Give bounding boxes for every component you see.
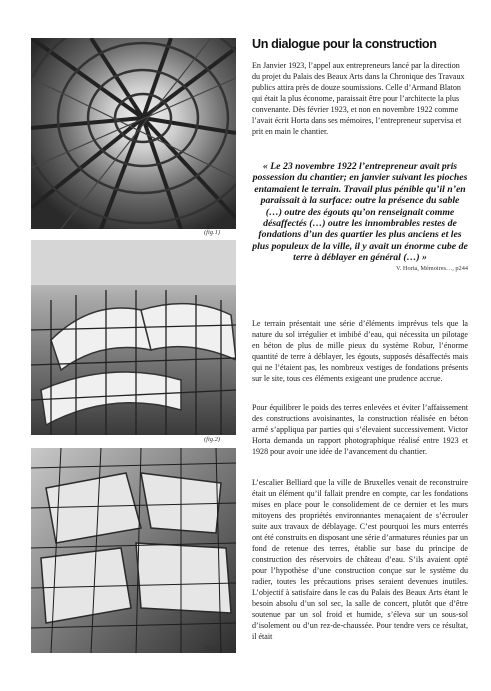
figure-caption: (fig.2)	[204, 436, 221, 443]
figure-caption: (fig.3)	[204, 645, 221, 652]
photo-reinforcement-grid	[31, 448, 236, 653]
body-paragraph: Pour équilibrer le poids des terres enlevées et éviter l’affaissement des constructions avoisinantes, la construction réalisée en béton armé s’appliqua par parties qui s’élevaient successivement. Victor Horta demanda un rapport photographique réalisé entre 1923 et 1928 pour avoir une idée de l’avancement du chantier.	[252, 403, 468, 456]
body-paragraph: L’escalier Belliard que la ville de Bruxelles venait de reconstruire était un élément qu’il fallait prendre en compte, car les fondations mises en place pour le consolidement de ce dernier et les murs mitoyens des propriétés environnantes menaçaient de s’écrouler suite aux travaux de déblayage. C’est pourquoi les murs enterrés ont été construits en disposant une série d’armatures réunies par un fond de retenue des terres, établie sur base du principe de construction des réservoirs de château d’eau. S’ils avaient opté pour l’hypothèse d’une construction conçue sur le système du radier, toutes les précautions prises seraient devenues inutiles. L’objectif à satisfaire dans le cas du Palais des Beaux Arts étant le besoin absolu d’un sol sec, la salle de concert, plutôt que d’être soutenue par un sol froid et humide, s’éleva sur un sous-sol d’isolement ou d’un rez-de-chaussée. Pour tendre vers ce résultat, il était	[252, 478, 468, 641]
quote-text: « Le 23 novembre 1922 l’entrepreneur avait pris possession du chantier; en janvier suivant les pioches entamaient le terrain. Travail plus pénible qu’il n’en paraissait à la surface: outre la présence du sable (…) outre des égouts qu’on renseignait comme désaffectés (…) outre les innombrables restes de fondations d’un des quartier les plus anciens et les plus populeux de la ville, il y avait un énorme cube de terre à déblayer en général (…) »	[252, 161, 468, 264]
body-paragraph: Le terrain présentait une série d’éléments imprévus tels que la nature du sol irrégulier et imbibé d’eau, qui nécessita un pilotage en béton de plus de mille pieux du système Robur, l’énorme quantité de terre à déblayer, les égouts, supposés désaffectés mais qui ne l’étaient pas, les nombreux vestiges de fondations présents sur le site, tous ces éléments exigeant une prudence accrue.	[252, 319, 468, 383]
photo-dome-scaffolding	[31, 38, 236, 229]
section-title: Un dialogue pour la construction	[252, 37, 437, 51]
figure-caption: (fig.1)	[204, 229, 221, 236]
horta-quote	[252, 161, 468, 272]
intro-paragraph: En Janvier 1923, l’appel aux entrepreneurs lancé par la direction du projet du Palais des Beaux Arts dans la Chronique des Travaux publics attira près de douze soumissions. Celle d’Armand Blaton qui était la plus économe, paraissait être pour l’architecte la plus convenante. Dès février 1923, et non en novembre 1922 comme l’avait écrit Horta dans ses mémoires, l’entrepreneur supervisa et prit en main le chantier.	[252, 61, 465, 136]
photo-foundation-formwork	[31, 240, 236, 435]
quote-source: V. Horta, Mémoires…, p244	[396, 264, 468, 272]
